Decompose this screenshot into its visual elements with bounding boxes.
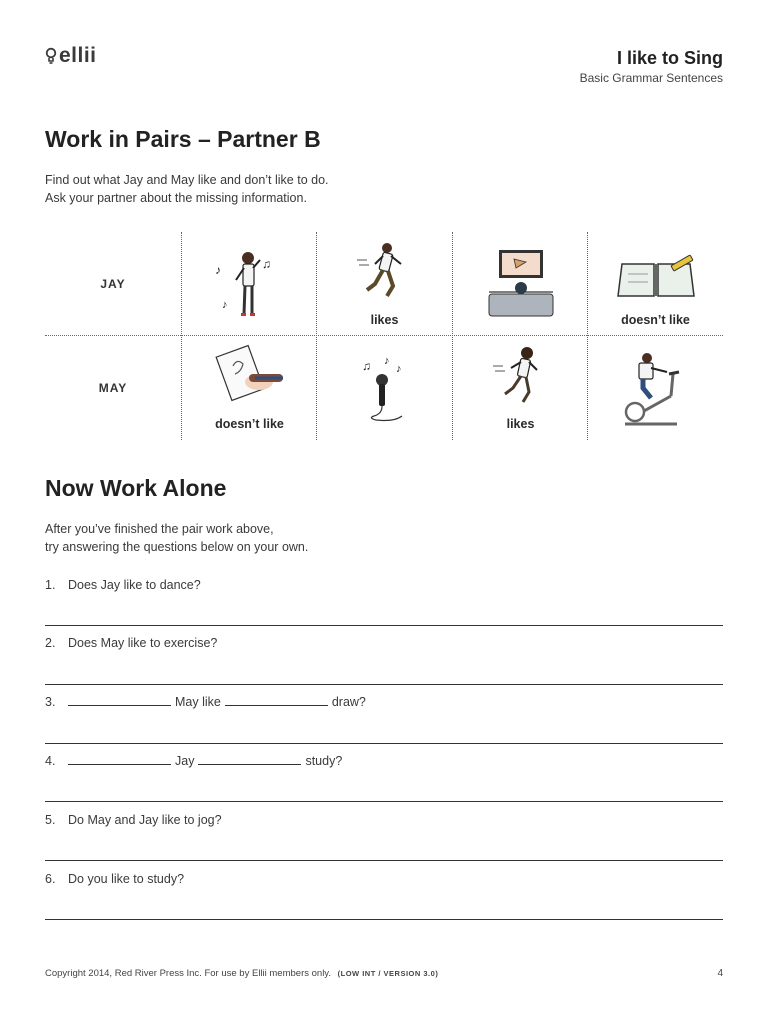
cell-label: likes: [506, 417, 535, 431]
question-6: [45, 872, 184, 886]
answer-line[interactable]: [45, 860, 723, 861]
question-text: study?: [305, 754, 343, 768]
question-text: May like: [175, 695, 221, 709]
cell-label: doesn’t like: [215, 417, 284, 431]
cell-label: likes: [370, 313, 399, 327]
microphone-icon: [360, 354, 410, 424]
pairs-heading: Work in Pairs – Partner B: [45, 126, 321, 152]
row-label-jay: JAY: [100, 277, 126, 291]
answer-line[interactable]: [45, 801, 723, 802]
question-number: 6.: [45, 872, 56, 886]
grid-cell: [453, 336, 588, 439]
singing-person-icon: [210, 244, 290, 324]
question-number: 4.: [45, 754, 56, 768]
grid-cell: [182, 336, 317, 439]
question-text: draw?: [331, 695, 366, 709]
page-number: 4: [717, 968, 723, 979]
jogging-person-icon: [355, 238, 415, 304]
question-3: [45, 695, 366, 709]
question-number: 1.: [45, 578, 56, 592]
answer-line[interactable]: [45, 684, 723, 685]
svg-text:♫: ♫: [361, 359, 371, 373]
question-4: [45, 754, 342, 768]
question-2: [45, 636, 217, 650]
answer-line[interactable]: [45, 625, 723, 626]
jogging-woman-icon: [491, 344, 551, 408]
drawing-hand-icon: [215, 344, 285, 406]
row-label-may: MAY: [98, 381, 128, 395]
instruction-line: After you’ve finished the pair work above,: [45, 522, 274, 536]
instruction-line: try answering the questions below on your own.: [45, 540, 309, 554]
instruction-line: Find out what Jay and May like and don’t like to do.: [45, 173, 329, 187]
question-text: Do you like to study?: [68, 872, 185, 886]
grid-cell: [588, 232, 723, 335]
activity-grid: [45, 232, 723, 440]
svg-text:♪: ♪: [221, 299, 227, 311]
answer-line[interactable]: [45, 919, 723, 920]
alone-heading: Now Work Alone: [45, 475, 227, 501]
exercise-bike-icon: [621, 350, 691, 430]
grid-cell: [453, 232, 588, 335]
question-text: Do May and Jay like to jog?: [68, 813, 222, 827]
question-text: Does May like to exercise?: [68, 636, 218, 650]
svg-text:♪: ♪: [395, 363, 401, 375]
answer-line[interactable]: [45, 743, 723, 744]
grid-cell: [317, 336, 452, 439]
svg-text:♫: ♫: [261, 257, 271, 271]
svg-text:♪: ♪: [383, 355, 389, 367]
cell-label: doesn’t like: [621, 313, 690, 327]
question-number: 3.: [45, 695, 56, 709]
lightbulb-icon: [45, 47, 57, 65]
svg-text:♪: ♪: [214, 263, 221, 277]
version-label: (LOW INT / VERSION 3.0): [337, 969, 439, 978]
question-number: 5.: [45, 813, 56, 827]
fill-in-blank[interactable]: [198, 754, 301, 765]
grid-cell: [588, 336, 723, 439]
worksheet-title: I like to Sing: [616, 48, 723, 68]
alone-instructions: [45, 520, 308, 556]
question-text: Does Jay like to dance?: [68, 578, 201, 592]
question-number: 2.: [45, 636, 56, 650]
fill-in-blank[interactable]: [68, 754, 171, 765]
pairs-instructions: [45, 171, 329, 207]
open-book-pencil-icon: [616, 252, 696, 302]
copyright-text: Copyright 2014, Red River Press Inc. For use by Ellii members only.: [45, 968, 331, 979]
grid-cell: [182, 232, 317, 335]
grid-cell: [317, 232, 452, 335]
ellii-logo: [45, 44, 97, 68]
instruction-line: Ask your partner about the missing information.: [45, 191, 307, 205]
logo-text: ellii: [59, 44, 97, 67]
question-5: [45, 813, 222, 827]
question-text: Jay: [175, 754, 195, 768]
worksheet-subtitle: Basic Grammar Sentences: [579, 71, 723, 85]
copyright-footer: [45, 968, 438, 979]
question-1: [45, 578, 201, 592]
fill-in-blank[interactable]: [225, 695, 328, 706]
fill-in-blank[interactable]: [68, 695, 171, 706]
watching-tv-icon: [484, 246, 558, 320]
